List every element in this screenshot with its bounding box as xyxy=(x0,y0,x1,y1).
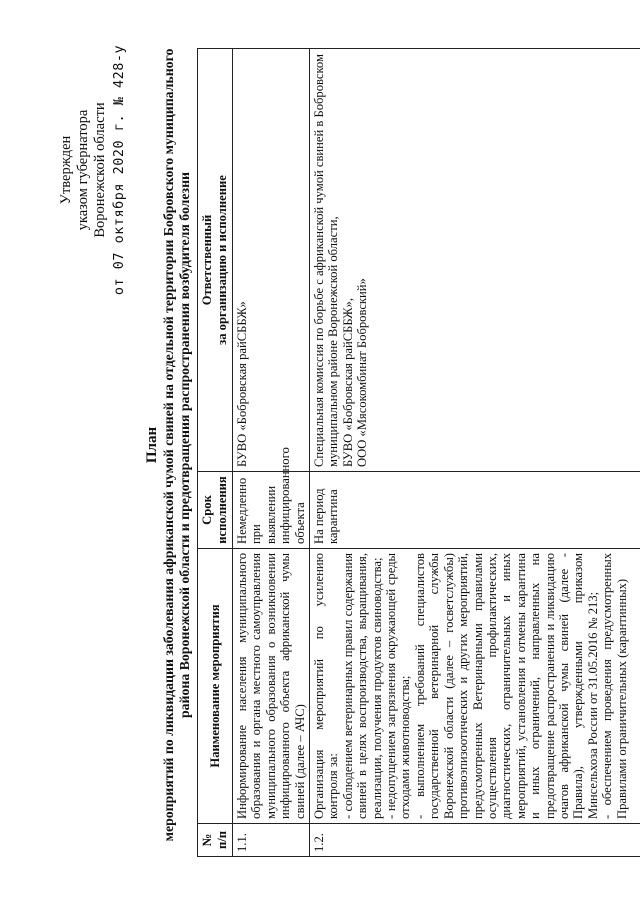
row-2-name-line-5: - обеспечением проведения предусмотренных Правилами ограничительных (карантинных) xyxy=(600,553,629,819)
header-name: Наименование мероприятия xyxy=(198,549,233,824)
table-row xyxy=(310,49,640,857)
row-1-term: Немедленно при выявлении инфицированного объекта xyxy=(233,472,310,549)
row-1-name: Информирование населения муниципального образования и органа местного самоуправления муниципального образования о возникновении инфицированного объекта африканской чумы свиней (далее – АЧС) xyxy=(233,549,310,824)
header-responsible xyxy=(198,49,233,472)
row-2-responsible-line-2: БУВО «Бобровская райСББЖ», xyxy=(340,297,355,467)
row-2-responsible xyxy=(310,49,640,472)
row-2-name xyxy=(310,549,640,824)
plan-table xyxy=(197,48,640,857)
header-responsible-line-2: за организацию и исполнение xyxy=(215,175,229,345)
header-number: № п/п xyxy=(198,824,233,857)
approval-line-2: указом губернатора xyxy=(75,109,91,231)
row-1-number: 1.1. xyxy=(233,824,310,857)
table-row xyxy=(233,49,310,857)
header-responsible-line-1: Ответственный xyxy=(200,214,214,306)
title-heading: План xyxy=(144,426,160,464)
approval-line-3: Воронежской области xyxy=(92,102,108,238)
row-2-responsible-line-3: ООО «Мясокомбинат Бобровский» xyxy=(355,278,370,467)
document-title xyxy=(144,45,194,845)
row-1-responsible-line-1: БУВО «Бобровская райСББЖ» xyxy=(235,301,249,467)
row-1-responsible xyxy=(233,49,310,472)
approval-stamp xyxy=(58,20,128,320)
row-2-name-line-1: Организация мероприятий по усилению контроля за: xyxy=(312,553,341,819)
title-line-2: района Воронежской области и предотвращения распространения возбудителя болезни xyxy=(177,172,192,719)
table-header-row xyxy=(198,49,233,857)
title-line-1: мероприятий по ликвидации заболевания африканской чумой свиней на отдельной территории Бобровского муниципального xyxy=(160,48,176,842)
row-2-term: На период карантина xyxy=(310,472,640,549)
row-2-responsible-line-1: Специальная комиссия по борьбе с африканской чумой свиней в Бобровском муниципальном районе Воронежской области, xyxy=(312,54,341,467)
row-2-name-line-2: - соблюдением ветеринарных правил содержания свиней в целях воспроизводства, выращивания, реализации, получения продуктов свиноводства; xyxy=(340,553,384,819)
header-term: Срок исполнения xyxy=(198,472,233,549)
approval-line-1: Утвержден xyxy=(58,135,74,205)
row-2-name-line-4: - выполнением требований специалистов государственной ветеринарной службы Воронежской области (далее – госветслужбы) противоэпизоотических и других мероприятий, предусмотренных Ветеринарными правилами осуществления профилактических, диагностических, ограничительных и иных мероприятий, установления и отмены карантина и иных ограничений, направленных на предотвращение распространения и ликвидацию очагов африканской чумы свиней (далее - Правила), утвержденными приказом Минсельхоза России от 31.05.2016 № 213; xyxy=(412,553,600,819)
row-2-number: 1.2. xyxy=(310,824,640,857)
row-2-name-line-3: - недопущением загрязнения окружающей среды отходами животноводства; xyxy=(384,553,413,819)
approval-order-number: от 07 октября 2020 г. № 428-у xyxy=(111,44,127,296)
